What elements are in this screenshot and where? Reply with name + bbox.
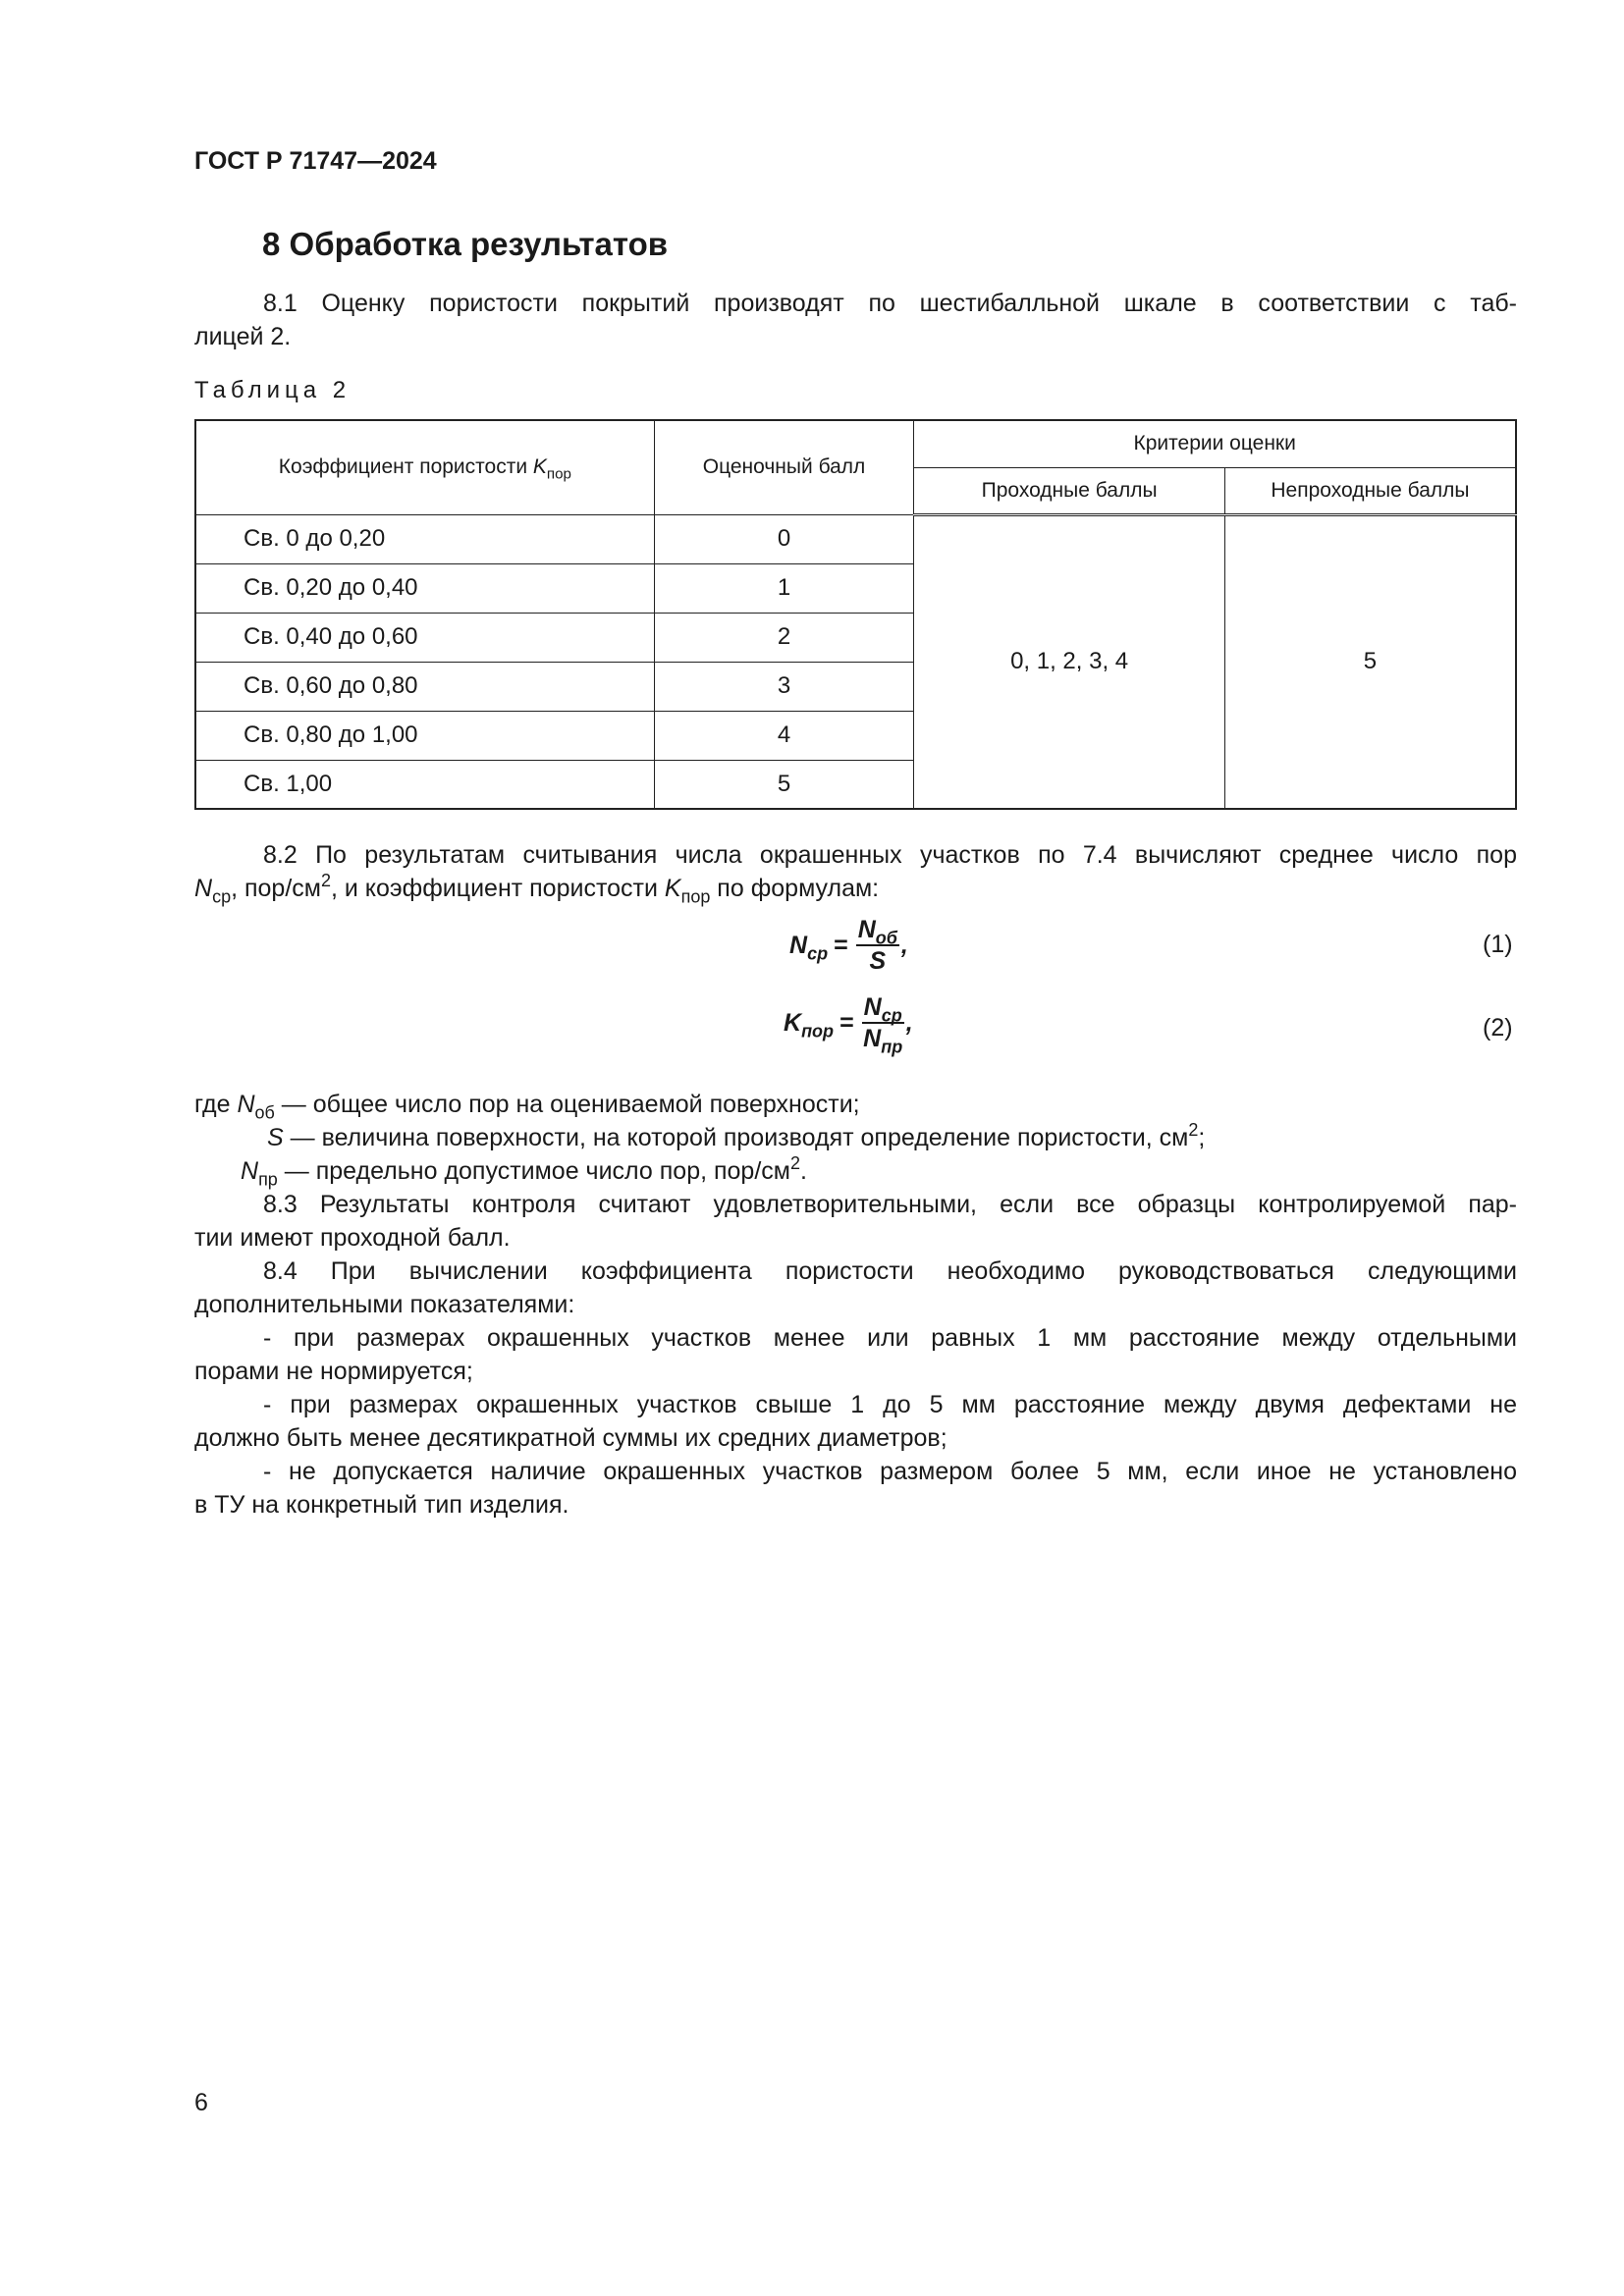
list-item-3-line2: в ТУ на конкретный тип изделия. [194,1491,569,1519]
paragraph-8-4-line2: дополнительными показателями: [194,1291,575,1318]
formula-1: $N_{ср}$ = $\frac{N_{об}}{S}$ , [789,916,908,975]
paragraph-8-4-line1: 8.4 При вычислении коэффициента пористости необходимо руководствоваться следующими [263,1257,1517,1285]
paragraph-8-2-line1: 8.2 По результатам считывания числа окрашенных участков по 7.4 вычисляют среднее число пор [263,841,1517,869]
score-cell: 3 [654,662,914,711]
list-item-2-line2: должно быть менее десятикратной суммы их средних диаметров; [194,1424,947,1452]
range-cell: Св. 0,20 до 0,40 [195,563,654,613]
header-coefficient: Коэффициент пористости $K_{пор}$ [195,420,654,514]
range-cell: Св. 0,60 до 0,80 [195,662,654,711]
paragraph-8-1-line1: 8.1 Оценку пористости покрытий производят по шестибалльной шкале в соответствии с таб- [263,290,1517,317]
list-item-1-line2: порами не нормируется; [194,1358,473,1385]
score-cell: 1 [654,563,914,613]
header-criteria: Критерии оценки [914,420,1516,467]
list-item-2-line1: - при размерах окрашенных участков свыше 1 до 5 мм расстояние между двумя дефектами не [263,1391,1517,1418]
header-pass: Проходные баллы [914,467,1225,514]
equation-number-2: (2) [1483,1014,1513,1041]
range-cell: Св. 0,80 до 1,00 [195,711,654,760]
paragraph-8-2-line2: $N_{ср}$, пор/$см^2$, и коэффициент пористости $K_{пор}$ по формулам: [194,871,880,907]
where-line-2: S — величина поверхности, на которой производят определение пористости, $см^2$; [267,1120,1206,1151]
header-score: Оценочный балл [654,420,914,514]
pass-scores-cell: 0, 1, 2, 3, 4 [914,514,1225,809]
paragraph-8-1-line2: лицей 2. [194,323,292,350]
where-line-1: где $N_{об}$ — общее число пор на оцениваемой поверхности; [194,1091,860,1123]
score-cell: 0 [654,514,914,563]
paragraph-8-3-line2: тии имеют проходной балл. [194,1224,511,1252]
range-cell: Св. 0,40 до 0,60 [195,613,654,662]
paragraph-8-3-line1: 8.3 Результаты контроля считают удовлетворительными, если все образцы контролируемой пар- [263,1191,1517,1218]
fail-scores-cell: 5 [1224,514,1516,809]
equation-number-1: (1) [1483,931,1513,958]
score-cell: 5 [654,760,914,809]
range-cell: Св. 1,00 [195,760,654,809]
list-item-3-line1: - не допускается наличие окрашенных участков размером более 5 мм, если иное не установлено [263,1458,1517,1485]
where-line-3: $N_{пр}$ — предельно допустимое число пор, пор/$см^2$. [241,1153,807,1190]
section-title: 8 Обработка результатов [262,226,669,262]
score-cell: 4 [654,711,914,760]
formula-2: $K_{пор}$ = $\frac{N_{ср}}{N_{пр}}$ , [784,993,913,1057]
page-number: 6 [194,2089,208,2116]
table-row [195,514,1516,563]
document-code: ГОСТ Р 71747—2024 [194,147,437,175]
range-cell: Св. 0 до 0,20 [195,514,654,563]
score-cell: 2 [654,613,914,662]
table-caption: Таблица 2 [194,377,352,403]
list-item-1-line1: - при размерах окрашенных участков менее или равных 1 мм расстояние между отдельными [263,1324,1517,1352]
header-fail: Непроходные баллы [1224,467,1516,514]
porosity-table [194,419,1517,810]
